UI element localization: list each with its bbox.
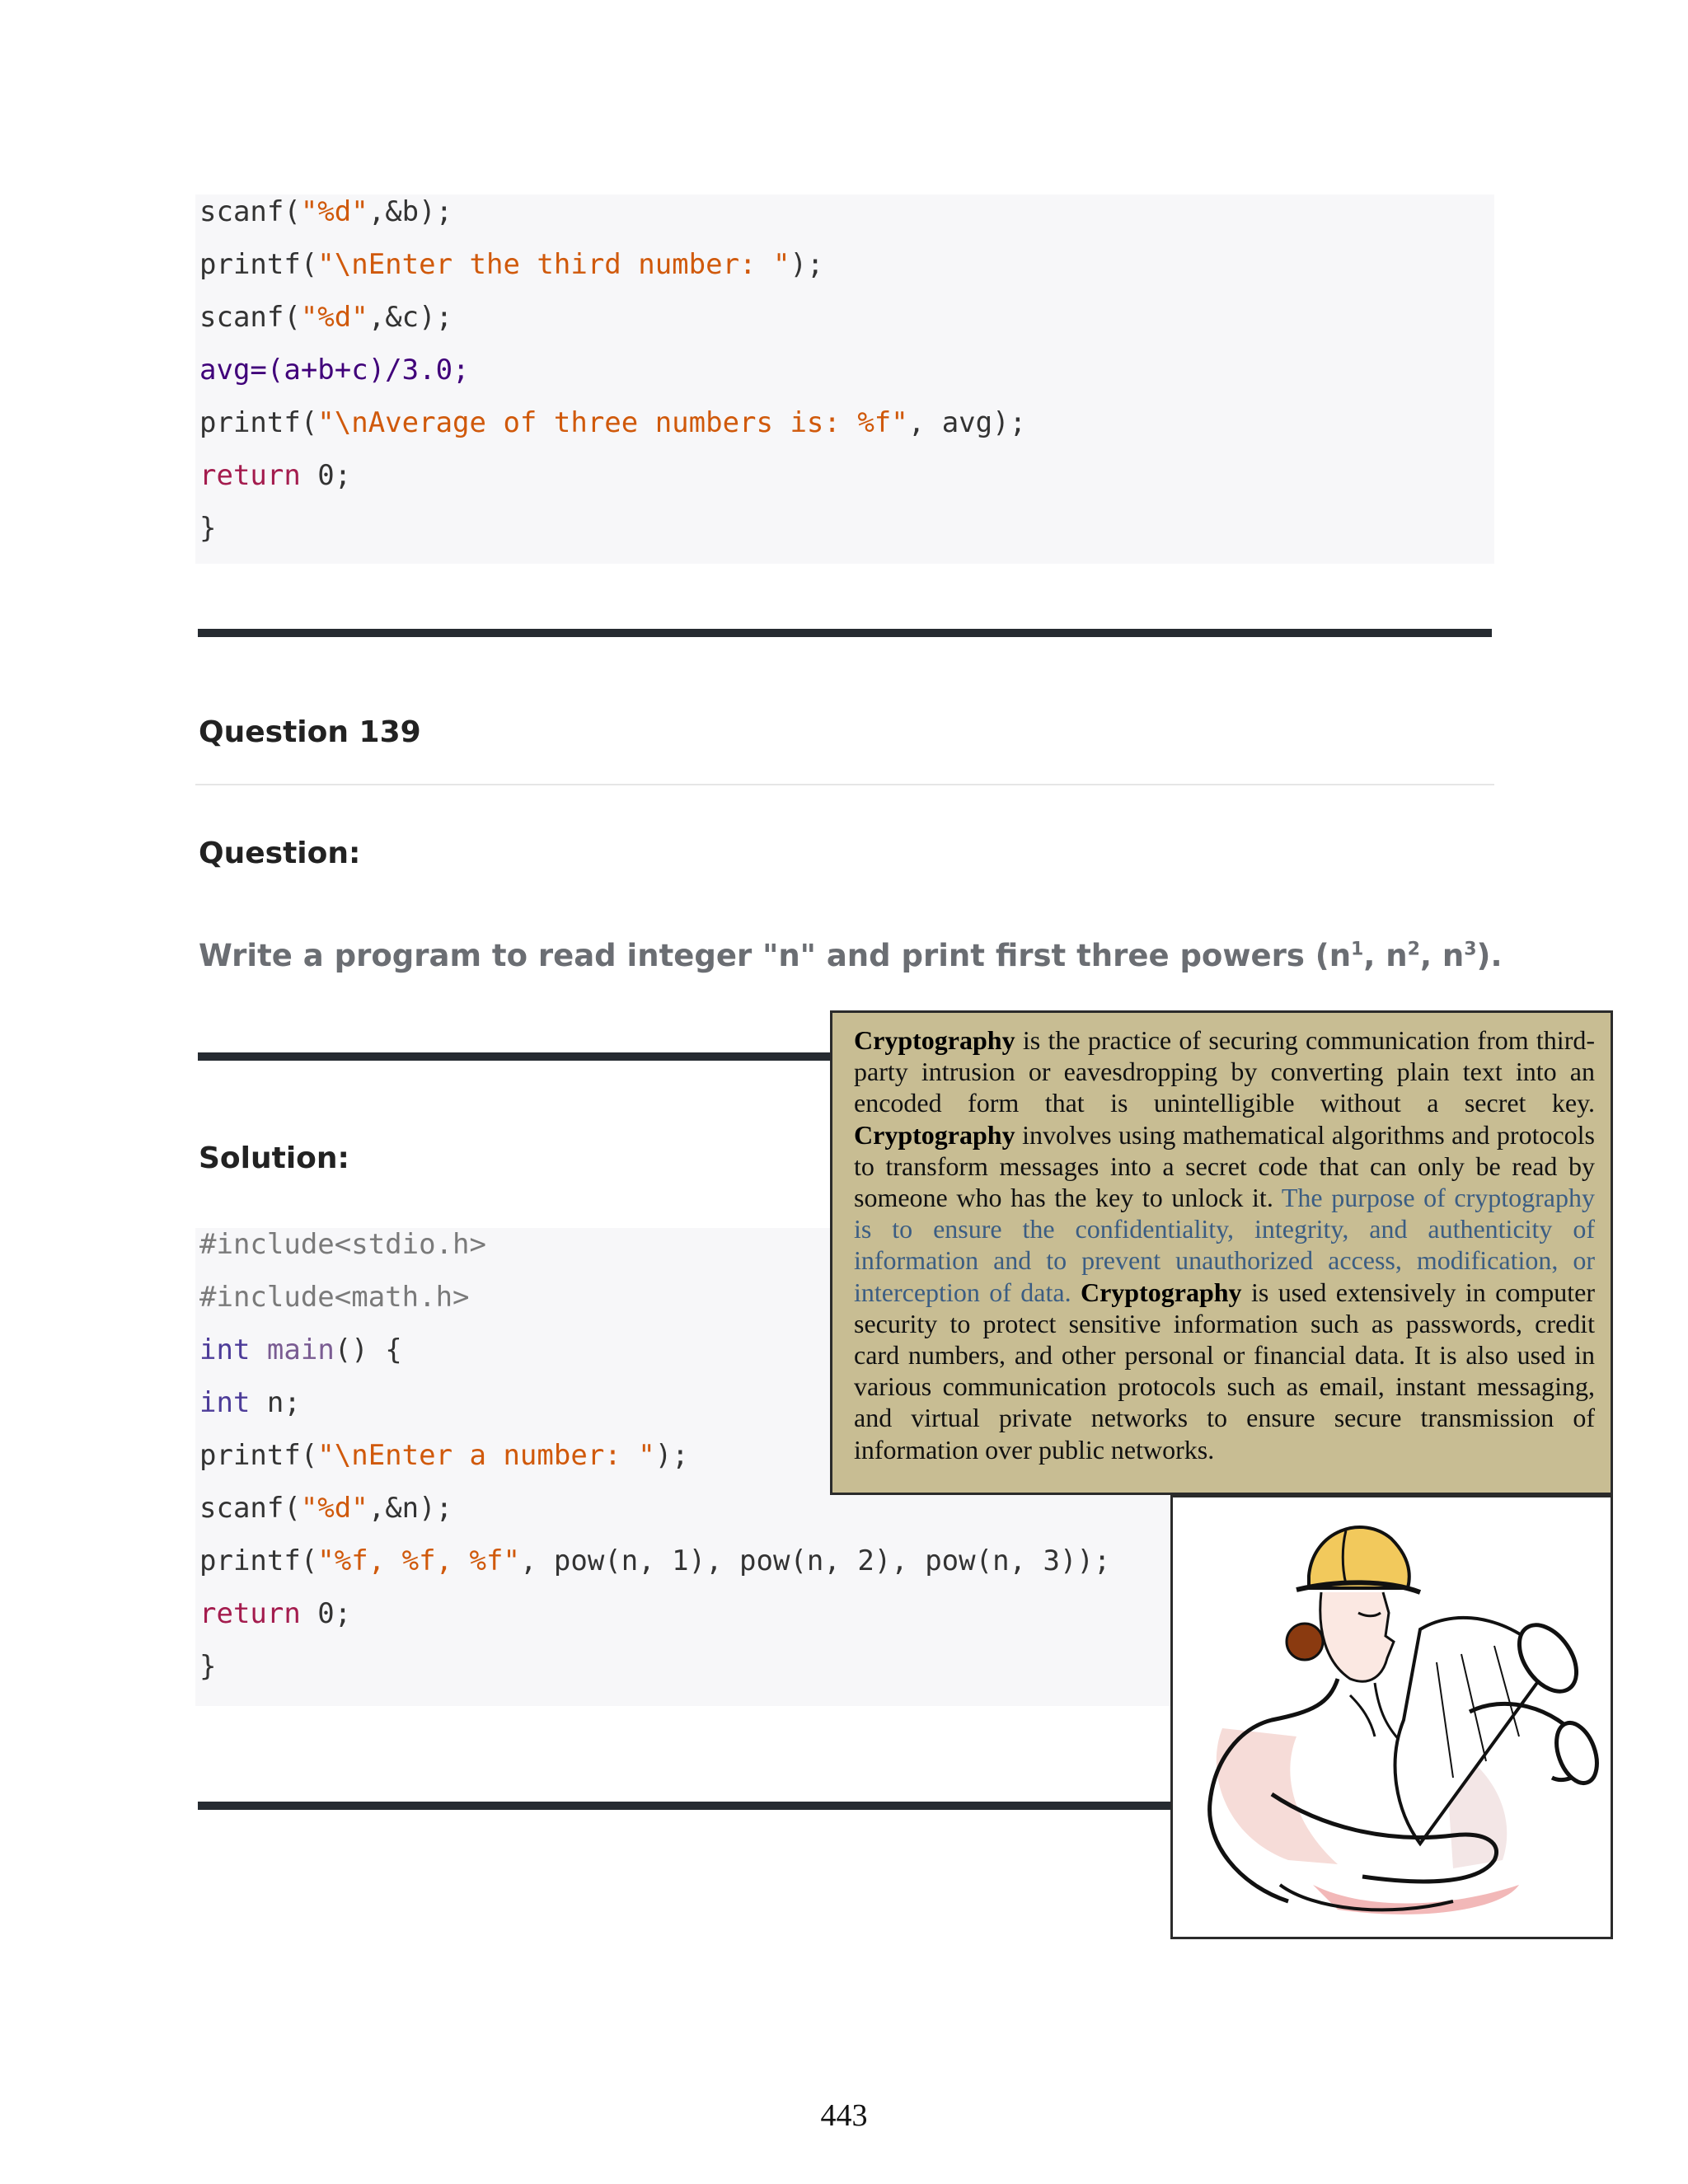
code-token: #include<math.h>	[199, 1281, 470, 1314]
code-token: "%d"	[300, 1492, 368, 1525]
code-token: main	[266, 1333, 335, 1366]
heading-underline	[195, 784, 1494, 785]
code-token: "\nEnter the third number: "	[317, 248, 790, 281]
code-token: ,&n);	[368, 1492, 453, 1525]
engineer-illustration	[1170, 1495, 1613, 1939]
code-token: int	[199, 1386, 251, 1419]
engineer-reading-blueprints-icon	[1173, 1497, 1611, 1937]
code-token: ,&b);	[368, 195, 453, 228]
code-line	[199, 301, 452, 334]
code-line	[199, 354, 470, 387]
code-token: }	[199, 512, 217, 545]
code-token: , pow(n, 1), pow(n, 2), pow(n, 3));	[519, 1544, 1111, 1577]
code-token	[250, 1333, 266, 1366]
code-line	[199, 1281, 470, 1314]
code-line	[199, 459, 351, 492]
code-token: ,&c);	[368, 301, 453, 334]
code-token: n;	[250, 1386, 301, 1419]
code-line	[199, 512, 216, 545]
code-token: () {	[334, 1333, 402, 1366]
code-line	[199, 1650, 216, 1683]
code-token: #include<stdio.h>	[199, 1228, 486, 1261]
code-token: );	[790, 248, 824, 281]
code-block-top	[195, 194, 1494, 564]
code-line	[199, 406, 1026, 439]
code-line	[199, 195, 452, 228]
question-number-heading: Question 139	[199, 715, 421, 749]
code-token: );	[654, 1439, 689, 1472]
code-token: printf(	[199, 1439, 318, 1472]
code-line	[199, 1492, 452, 1525]
code-line	[199, 1228, 486, 1261]
code-token: "%d"	[300, 195, 368, 228]
code-token: scanf(	[199, 195, 301, 228]
code-line	[199, 1597, 351, 1630]
code-token: "%d"	[300, 301, 368, 334]
callout-text: Cryptography is the practice of securing communication from third-party intrusion or eavesdropping by converting plain text into an encoded form that is unintelligible without a secret key. Cryptography involves using mathematical algorithms and protocols to transform messages into a secret code that can only be read by someone who has the key to unlock it. The purpose of cryptography is to ensure the confidentiality, integrity, and authenticity of information and to prevent unauthorized access, modification, or interception of data. Cryptography is used extensively in computer security to protect sensitive information such as passwords, credit card numbers, and other personal or financial data. It is also used in various communication protocols such as email, instant messaging, and virtual private networks to ensure secure transmission of information over public networks.	[854, 1025, 1596, 1465]
section-divider-1	[198, 629, 1492, 637]
code-token: printf(	[199, 248, 318, 281]
code-token: 0;	[300, 459, 352, 492]
code-token: 0;	[300, 1597, 352, 1630]
code-token: }	[199, 1650, 217, 1683]
code-token: printf(	[199, 406, 318, 439]
code-token: scanf(	[199, 301, 301, 334]
question-label: Question:	[199, 837, 361, 870]
code-line	[199, 248, 823, 281]
code-token: return	[199, 459, 301, 492]
cryptography-callout	[830, 1010, 1613, 1495]
code-line	[199, 1544, 1110, 1577]
code-token: "%f, %f, %f"	[317, 1544, 520, 1577]
code-line	[199, 1386, 301, 1419]
code-line	[199, 1333, 402, 1366]
solution-label: Solution:	[199, 1141, 349, 1175]
code-token: int	[199, 1333, 251, 1366]
code-token: printf(	[199, 1544, 318, 1577]
code-token: "\nAverage of three numbers is: %f"	[317, 406, 908, 439]
code-token: return	[199, 1597, 301, 1630]
question-text: Write a program to read integer "n" and print first three powers ($n^1$, $n^2$, $n^3$).	[199, 938, 1503, 973]
code-line	[199, 1439, 689, 1472]
code-token: avg=(a+b+c)/3.0;	[199, 354, 470, 387]
code-token: , avg);	[907, 406, 1027, 439]
code-token: scanf(	[199, 1492, 301, 1525]
page-number: 443	[820, 2098, 868, 2133]
code-token: "\nEnter a number: "	[317, 1439, 655, 1472]
